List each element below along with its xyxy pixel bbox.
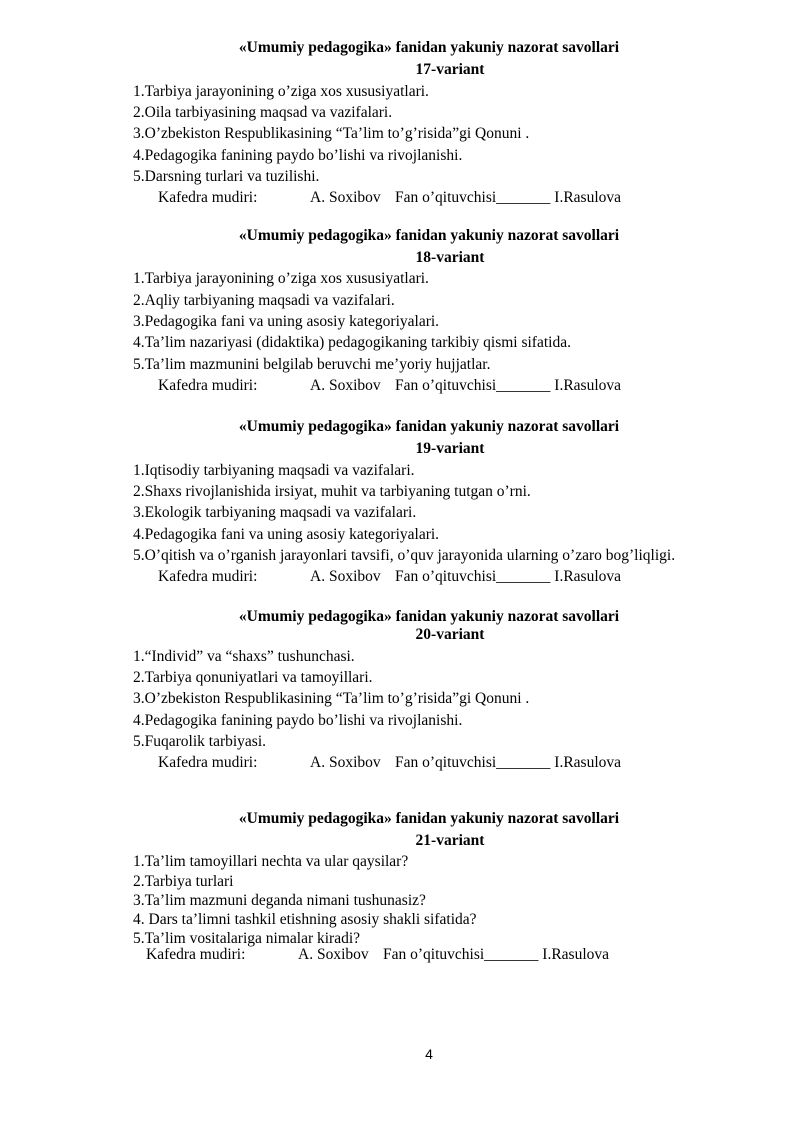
department-head-name: A. Soxibov <box>310 754 381 771</box>
question-item: 4.Pedagogika fanining paydo bo’lishi va rivojlanishi. <box>133 712 463 729</box>
section-title: «Umumiy pedagogika» fanidan yakuniy nazorat savollari <box>238 608 620 625</box>
variant-number: 20-variant <box>415 626 485 643</box>
question-item: 2.Tarbiya turlari <box>133 873 234 890</box>
question-item: 3.Ekologik tarbiyaning maqsadi va vazifalari. <box>133 504 417 521</box>
question-item: 4.Pedagogika fani va uning asosiy kategoriyalari. <box>133 526 440 543</box>
teacher-signature: Fan o’qituvchisi_______ I.Rasulova <box>395 189 622 206</box>
department-head-label: Kafedra mudiri: <box>158 754 258 771</box>
department-head-label: Kafedra mudiri: <box>158 377 258 394</box>
question-item: 3.O’zbekiston Respublikasining “Ta’lim to’g’risida”gi Qonuni . <box>133 690 530 707</box>
department-head-label: Kafedra mudiri: <box>158 568 258 585</box>
question-item: 1.Tarbiya jarayonining o’ziga xos xususiyatlari. <box>133 270 429 287</box>
question-item: 1.Ta’lim tamoyillari nechta va ular qaysilar? <box>133 853 409 870</box>
question-item: 2.Shaxs rivojlanishida irsiyat, muhit va tarbiyaning tutgan o’rni. <box>133 483 531 500</box>
page-number: 4 <box>425 1046 433 1062</box>
question-item: 3.Ta’lim mazmuni deganda nimani tushunasiz? <box>133 892 426 909</box>
section-title: «Umumiy pedagogika» fanidan yakuniy nazorat savollari <box>238 810 620 827</box>
variant-number: 19-variant <box>415 440 485 457</box>
question-item: 2.Oila tarbiyasining maqsad va vazifalari. <box>133 104 393 121</box>
teacher-signature: Fan o’qituvchisi_______ I.Rasulova <box>395 377 622 394</box>
section-title: «Umumiy pedagogika» fanidan yakuniy nazorat savollari <box>238 39 620 56</box>
variant-number: 17-variant <box>415 61 485 78</box>
section-title: «Umumiy pedagogika» fanidan yakuniy nazorat savollari <box>238 227 620 244</box>
question-item: 4. Dars ta’limni tashkil etishning asosiy shakli sifatida? <box>133 911 477 928</box>
department-head-name: A. Soxibov <box>310 189 381 206</box>
question-item: 5.Ta’lim mazmunini belgilab beruvchi me’yoriy hujjatlar. <box>133 356 491 373</box>
teacher-signature: Fan o’qituvchisi_______ I.Rasulova <box>383 946 610 963</box>
teacher-signature: Fan o’qituvchisi_______ I.Rasulova <box>395 568 622 585</box>
teacher-signature: Fan o’qituvchisi_______ I.Rasulova <box>395 754 622 771</box>
question-item: 5.Darsning turlari va tuzilishi. <box>133 168 320 185</box>
variant-number: 18-variant <box>415 249 485 266</box>
department-head-name: A. Soxibov <box>298 946 369 963</box>
section-title: «Umumiy pedagogika» fanidan yakuniy nazorat savollari <box>238 418 620 435</box>
department-head-label: Kafedra mudiri: <box>158 189 258 206</box>
question-item: 5.O’qitish va o’rganish jarayonlari tavsifi, o’quv jarayonida ularning o’zaro bog’liqligi. <box>133 547 676 564</box>
department-head-name: A. Soxibov <box>310 377 381 394</box>
question-item: 1.Tarbiya jarayonining o’ziga xos xususiyatlari. <box>133 83 429 100</box>
question-item: 1.Iqtisodiy tarbiyaning maqsadi va vazifalari. <box>133 462 415 479</box>
question-item: 2.Aqliy tarbiyaning maqsadi va vazifalari. <box>133 292 395 309</box>
question-item: 1.“Individ” va “shaxs” tushunchasi. <box>133 648 355 665</box>
question-item: 4.Pedagogika fanining paydo bo’lishi va rivojlanishi. <box>133 147 463 164</box>
question-item: 2.Tarbiya qonuniyatlari va tamoyillari. <box>133 669 373 686</box>
question-item: 3.O’zbekiston Respublikasining “Ta’lim to’g’risida”gi Qonuni . <box>133 125 530 142</box>
department-head-label: Kafedra mudiri: <box>146 946 246 963</box>
question-item: 4.Ta’lim nazariyasi (didaktika) pedagogikaning tarkibiy qismi sifatida. <box>133 334 571 351</box>
question-item: 3.Pedagogika fani va uning asosiy kategoriyalari. <box>133 313 440 330</box>
question-item: 5.Fuqarolik tarbiyasi. <box>133 733 267 750</box>
department-head-name: A. Soxibov <box>310 568 381 585</box>
question-item: 5.Ta’lim vositalariga nimalar kiradi? <box>133 930 361 947</box>
variant-number: 21-variant <box>415 832 485 849</box>
